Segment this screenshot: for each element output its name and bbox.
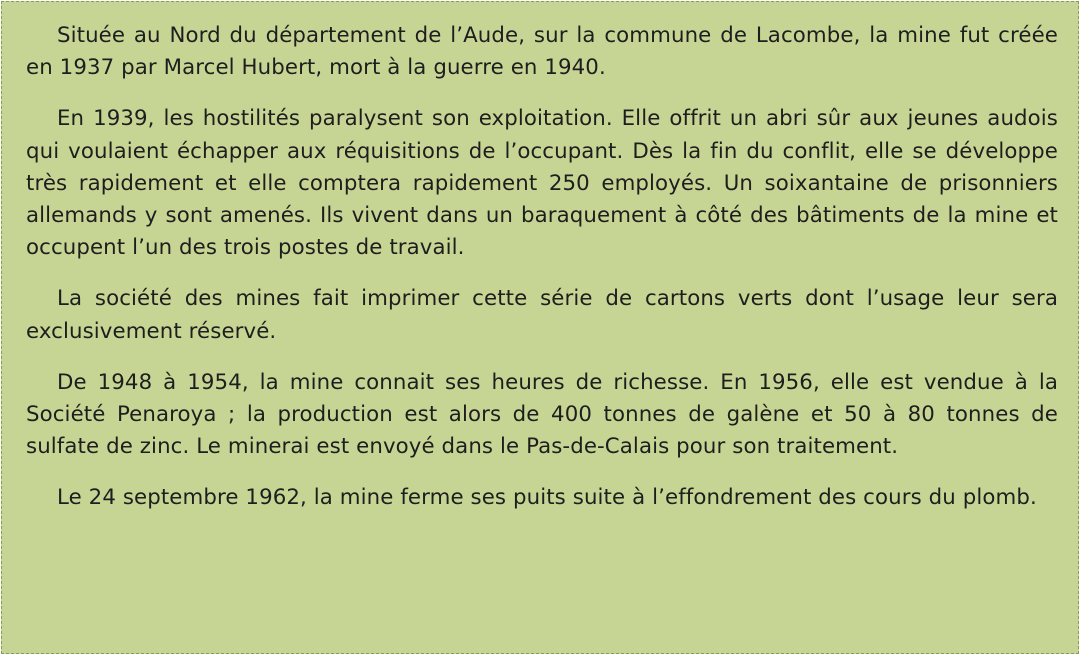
paragraph-1: Située au Nord du département de l’Aude, sur la commune de Lacombe, la mine fut créée en 1937 par Marcel Hubert, mort à la guerre en 1940. (26, 23, 1058, 81)
paragraph-5: Le 24 septembre 1962, la mine ferme ses puits suite à l’effondrement des cours du plomb. (57, 485, 1037, 511)
paragraph-2: En 1939, les hostilités paralysent son exploitation. Elle offrit un abri sûr aux jeunes audois qui voulaient échapper aux réquisitions de l’occupant. Dès la fin du conflit, elle se développe très rapidement et elle comptera rapidement 250 employés. Un soixantaine de prisonniers allemands y sont amenés. Ils vivent dans un baraquement à côté des bâtiments de la mine et occupent l’un des trois postes de travail. (26, 106, 1058, 261)
paragraph-3: La société des mines fait imprimer cette série de cartons verts dont l’usage leur sera exclusivement réservé. (26, 286, 1058, 344)
text-box (1, 1, 1079, 654)
text-content (26, 20, 1058, 534)
paragraph-4: De 1948 à 1954, la mine connait ses heures de richesse. En 1956, elle est vendue à la Société Penaroya ; la production est alors de 400 tonnes de galène et 50 à 80 tonnes de sulfate de zinc. Le minerai est envoyé dans le Pas-de-Calais pour son traitement. (26, 369, 1058, 460)
